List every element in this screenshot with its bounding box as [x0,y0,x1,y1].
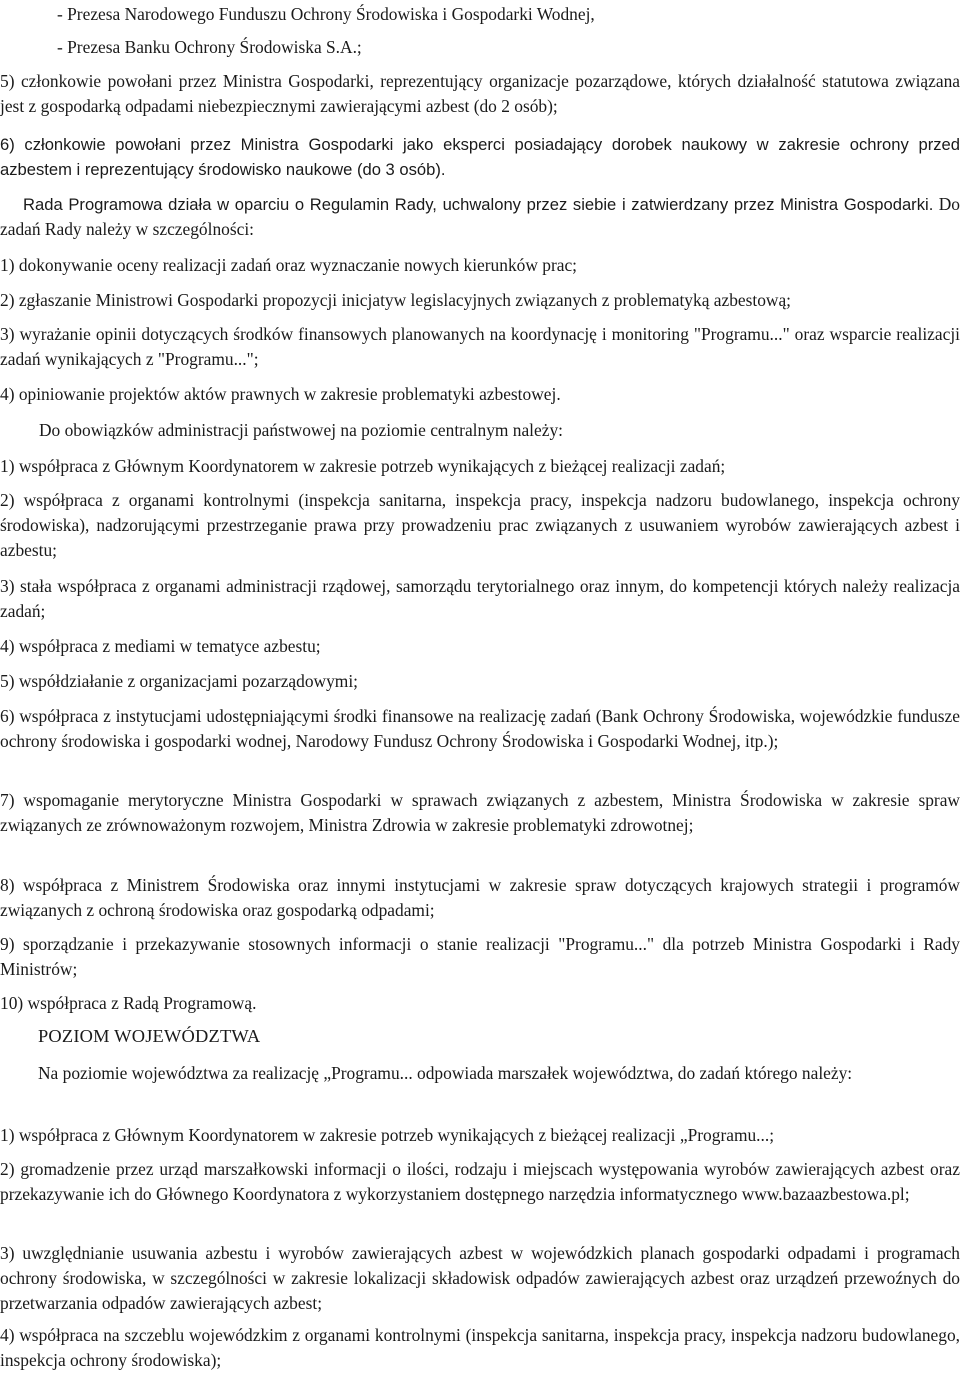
central-intro: Do obowiązków administracji państwowej na poziomie centralnym należy: [39,420,563,440]
list-item: 1) współpraca z Głównym Koordynatorem w zakresie potrzeb wynikających z bieżącej realizacji „Programu...; [0,1125,775,1145]
council-intro [0,192,960,242]
list-item: 4) współpraca na szczeblu wojewódzkim z organami kontrolnymi (inspekcja sanitarna, inspekcja pracy, inspekcja nadzoru budowlanego, inspekcja ochrony środowiska); [0,1325,960,1370]
list-item: 2) gromadzenie przez urząd marszałkowski informacji o ilości, rodzaju i miejscach występowania wyrobów zawierających azbest oraz przekazywanie ich do Głównego Koordynatora z wykorzystaniem dostępnego narzędzia informatycznego www.bazaazbestowa.pl; [0,1159,960,1204]
list-item: 8) współpraca z Ministrem Środowiska oraz innymi instytucjami w zakresie spraw dotyczących krajowych strategii i programów związanych z ochroną środowiska oraz gospodarką odpadami; [0,875,960,920]
list-item: 3) stała współpraca z organami administracji rządowej, samorządu terytorialnego oraz innym, do kompetencji których należy realizacja zadań; [0,576,960,621]
list-item: 3) wyrażanie opinii dotyczących środków finansowych planowanych na koordynację i monitoring "Programu..." oraz wsparcie realizacji zadań wynikających z "Programu..."; [0,324,960,369]
list-item: 9) sporządzanie i przekazywanie stosownych informacji o stanie realizacji "Programu..." dla potrzeb Ministra Gospodarki i Rady Ministrów; [0,934,960,979]
list-item: 2) współpraca z organami kontrolnymi (inspekcja sanitarna, inspekcja pracy, inspekcja nadzoru budowlanego, inspekcja ochrony środowiska), nadzorującymi przestrzeganie prawa przy prowadzeniu prac związanych z usuwaniem wyrobów zawierających azbest i azbestu; [0,490,960,560]
voivodeship-intro: Na poziomie województwa za realizację „Programu... odpowiada marszałek województwa, do zadań którego należy: [38,1063,853,1083]
list-item: 6) członkowie powołani przez Ministra Gospodarki jako eksperci posiadający dorobek naukowy w zakresie ochrony przed azbestem i reprezentujący środowisko naukowe (do 3 osób). [0,135,960,179]
list-item: 1) współpraca z Głównym Koordynatorem w zakresie potrzeb wynikających z bieżącej realizacji zadań; [0,456,726,476]
section-heading: POZIOM WOJEWÓDZTWA [38,1026,261,1046]
list-item: 3) uwzględnianie usuwania azbestu i wyrobów zawierających azbest w wojewódzkich planach gospodarki odpadami i programach ochrony środowiska, w szczególności w zakresie lokalizacji składowisk odpadów zawierających azbest oraz urządzeń przewoźnych do przetwarzania odpadów zawierających azbest; [0,1243,960,1313]
board-member-line: - Prezesa Narodowego Funduszu Ochrony Środowiska i Gospodarki Wodnej, [57,4,595,24]
list-item: 7) wspomaganie merytoryczne Ministra Gospodarki w sprawach związanych z azbestem, Ministra Środowiska w zakresie spraw związanych ze zrównoważonym rozwojem, Ministra Zdrowia w zakresie problematyki zdrowotnej; [0,790,960,835]
list-item: 4) współpraca z mediami w tematyce azbestu; [0,636,321,656]
council-intro-text: Rada Programowa działa w oparciu o Regulamin Rady, uchwalony przez siebie i zatwierdzany przez Ministra Gospodarki. [23,195,934,214]
list-item: 2) zgłaszanie Ministrowi Gospodarki propozycji inicjatyw legislacyjnych związanych z problematyką azbestową; [0,290,792,310]
list-item: 5) współdziałanie z organizacjami pozarządowymi; [0,671,358,691]
list-item: 5) członkowie powołani przez Ministra Gospodarki, reprezentujący organizacje pozarządowe, których działalność statutowa związana jest z gospodarką odpadami niebezpiecznymi zawierającymi azbest (do 2 osób); [0,71,960,116]
list-item: 1) dokonywanie oceny realizacji zadań oraz wyznaczanie nowych kierunków prac; [0,255,577,275]
list-item: 4) opiniowanie projektów aktów prawnych w zakresie problematyki azbestowej. [0,384,561,404]
list-item: 6) współpraca z instytucjami udostępniającymi środki finansowe na realizację zadań (Bank Ochrony Środowiska, wojewódzkie fundusze ochrony środowiska i gospodarki wodnej, Narodowy Fundusz Ochrony Środowiska i Gospodarki Wodnej, itp.); [0,706,960,751]
board-member-line: - Prezesa Banku Ochrony Środowiska S.A.; [57,37,362,57]
list-item: 10) współpraca z Radą Programową. [0,993,257,1013]
council-tasks-lead: Do zadań Rady należy w szczególności: [0,194,960,239]
